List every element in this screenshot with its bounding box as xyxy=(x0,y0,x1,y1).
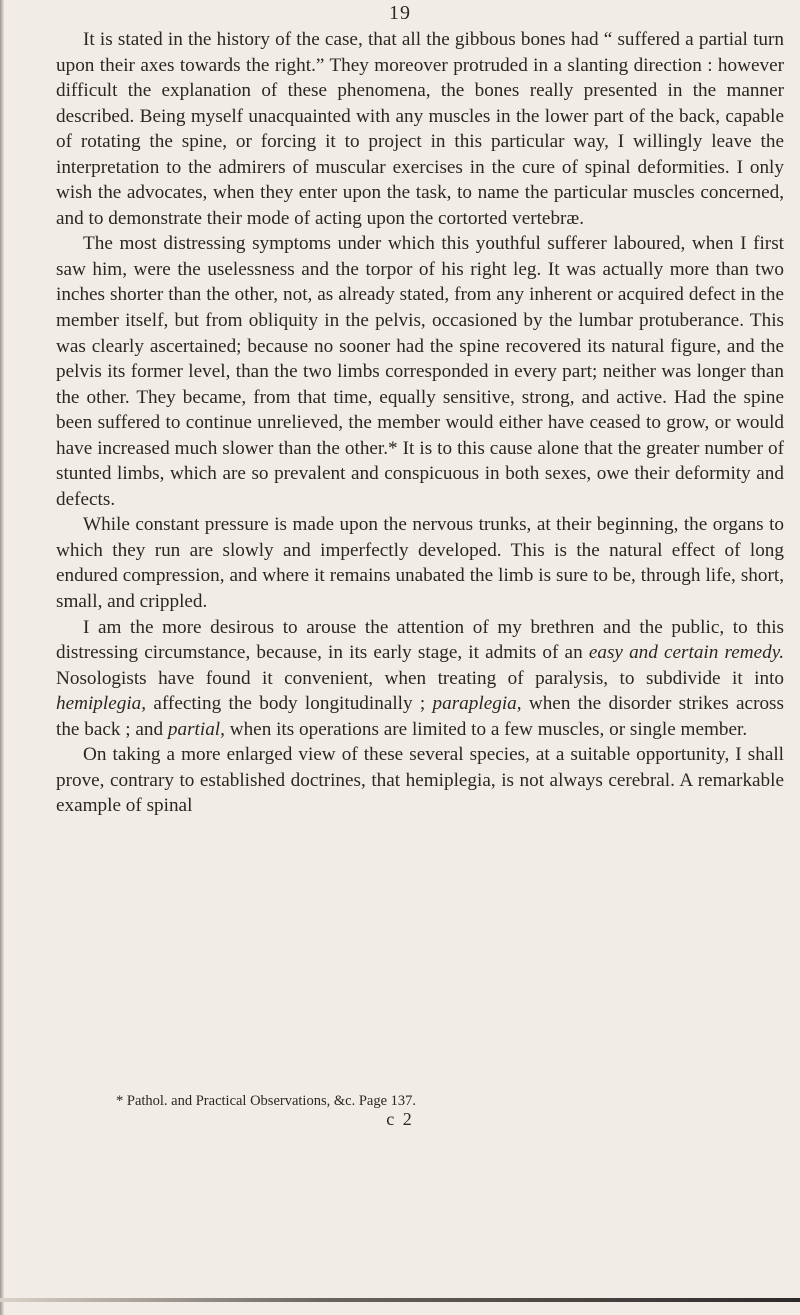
text-run: affecting the body longitudinally ; xyxy=(146,693,433,715)
page-number: 19 xyxy=(389,2,411,24)
paragraph xyxy=(56,512,784,614)
text-run: On taking a more enlarged view of these several species, at a suitable opportunity, I shall prove, contrary to established doctrines, that hemiplegia, is not always cerebral. A remarkable example of spinal xyxy=(56,744,784,817)
italic-text: partial, xyxy=(167,718,225,740)
italic-text: easy and certain remedy. xyxy=(588,642,784,664)
text-run: when the disorder strikes across the back ; and xyxy=(56,693,784,740)
italic-text: paraplegia, xyxy=(432,693,522,715)
paragraph xyxy=(56,27,784,231)
text-run: Nosologists have found it convenient, when treating of paralysis, to subdivide it into xyxy=(56,667,784,689)
signature-mark: c 2 xyxy=(386,1109,414,1129)
italic-text: hemiplegia, xyxy=(56,693,147,715)
paragraph xyxy=(56,742,784,819)
paragraph xyxy=(56,231,784,512)
footnote: * Pathol. and Practical Observations, &c. Page 137. xyxy=(116,1093,417,1109)
page-bottom-edge xyxy=(0,1298,800,1302)
body-text xyxy=(56,27,784,819)
paragraph xyxy=(56,615,784,743)
text-run: The most distressing symptoms under which this youthful sufferer laboured, when I first saw him, were the uselessness and the torpor of his right leg. It was actually more than two inches shorter than the other, not, as already stated, from any inherent or acquired defect in the member itself, but from obliquity in the pelvis, occasioned by the lumbar protuberance. This was clearly ascertained; because no sooner had the spine recovered its natural figure, and the pelvis its former level, than the two limbs corresponded in every part; neither was longer than the other. They became, from that time, equally sensitive, strong, and active. Had the spine been suffered to continue unrelieved, the member would either have ceased to grow, or would have increased much slower than the other.* It is to this cause alone that the greater number of stunted limbs, which are so prevalent and conspicuous in both sexes, owe their deformity and defects. xyxy=(56,233,784,510)
text-run: While constant pressure is made upon the nervous trunks, at their beginning, the organs to which they run are slowly and imperfectly developed. This is the natural effect of long endured compression, and where it remains unabated the limb is sure to be, through life, short, small, and crippled. xyxy=(56,514,784,613)
text-run: I am the more desirous to arouse the attention of my brethren and the public, to this distressing circumstance, because, in its early stage, it admits of an xyxy=(56,616,784,664)
text-run: It is stated in the history of the case, that all the gibbous bones had “ suffered a partial turn upon their axes towards the right.” They moreover protruded in a slanting direction : however difficult the explanation of these phenomena, the bones really presented in the manner described. Being myself unacquainted with any muscles in the lower part of the back, capable of rotating the spine, or forcing it to project in this particular way, I willingly leave the interpretation to the admirers of muscular exercises in the cure of spinal deformities. I only wish the advocates, when they enter upon the task, to name the particular muscles concerned, and to demonstrate their mode of acting upon the cortorted vertebræ. xyxy=(56,29,784,229)
text-run: when its operations are limited to a few muscles, or single member. xyxy=(224,718,748,740)
